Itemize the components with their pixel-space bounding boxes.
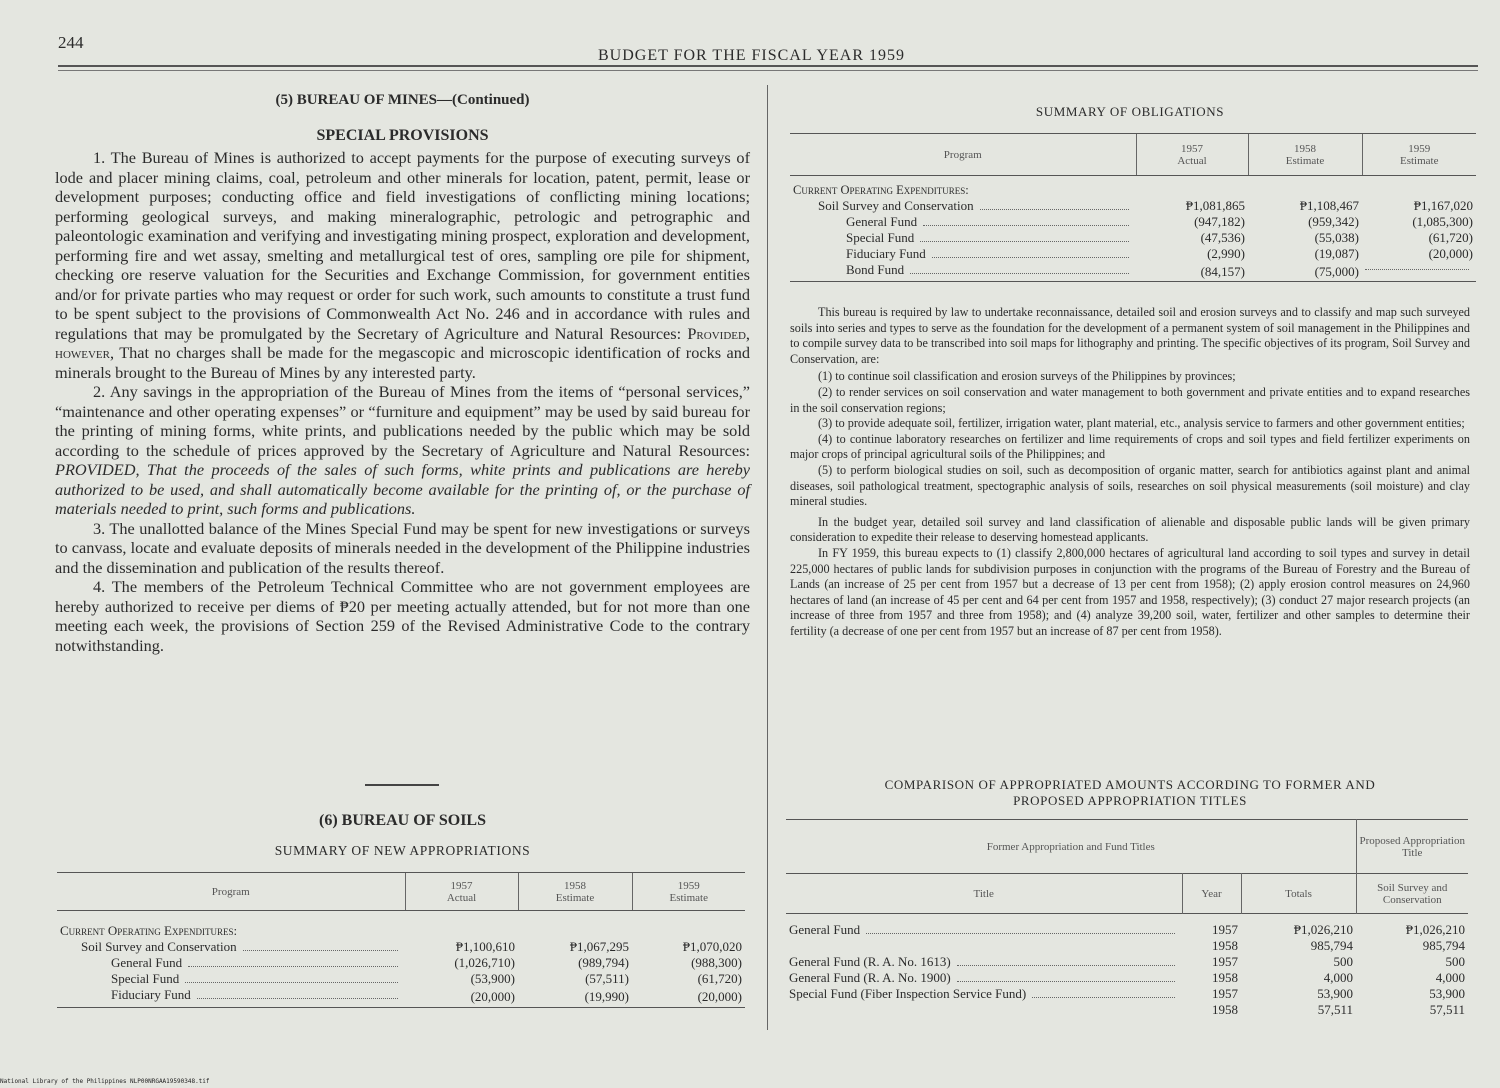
running-title: BUDGET FOR THE FISCAL YEAR 1959 — [598, 47, 906, 64]
description-intro: This bureau is required by law to undertake reconnaissance, detailed soil and erosion surveys and to classify and map such surveyed soils into series and types to serve as the foundation for the development of a permanent system of soil management in the Philippines and to compile survey data to be transcribed into soil maps for lithography and printing. The specific objectives of its program, Soil Survey and Conservation, are: — [790, 305, 1470, 366]
scan-footer-label: National Library of the Philippines NLP00NRGAA19590348.tif — [0, 1078, 210, 1085]
objective-1: (1) to continue soil classification and erosion surveys of the Philippines by provinces; — [818, 369, 1236, 384]
obligations-table — [790, 133, 1476, 282]
budget-year-text: In the budget year, detailed soil survey and land classification of alienable and disposable public lands will be given primary consideration to expedite their release to deserving homestead applicants. — [790, 514, 1470, 545]
col-header-year: Year — [1182, 874, 1241, 914]
table-group-label: Current Operating Expenditures: — [793, 183, 969, 197]
table-row: Soil Survey and Conservation ₱1,100,610 ₱1,067,295 ₱1,070,020 — [81, 939, 742, 954]
objective-5: (5) to perform biological studies on soil, such as decomposition of organic matter, search for antibiotics against plant and animal diseases, soil pathological treatment, spectographic analysis of soils, researches on soil physical measurements (soil moisture) and clay mineral studies. — [790, 462, 1470, 509]
section-title-mines: (5) BUREAU OF MINES—(Continued) — [275, 92, 530, 108]
provision-4: 4. The members of the Petroleum Technical Committee who are not government employees are hereby authorized to receive per diems of ₱20 per meeting actually attended, but for not more than one meeting each week, the provisions of Section 259 of the Revised Administrative Code to the contrary notwithstanding. — [55, 577, 750, 655]
col-header-program: Program — [57, 873, 405, 911]
page-number: 244 — [58, 33, 84, 52]
header-rule — [58, 65, 1478, 67]
col-header-title: Title — [973, 887, 994, 900]
table-row: Special Fund (47,536) (55,038) (61,720) — [846, 230, 1473, 245]
objective-4: (4) to continue laboratory researches on fertilizer and lime requirements of crops and soil types and field fertilizer experiments on major crops of principal agricultural soils of the Philippines; and — [790, 431, 1470, 462]
table-row: General Fund (1,026,710) (989,794) (988,300) — [111, 955, 742, 970]
col-header-1959: 1959 Estimate — [632, 873, 745, 911]
column-divider — [767, 85, 768, 1030]
new-appropriations-title: SUMMARY OF NEW APPROPRIATIONS — [274, 843, 531, 858]
table-row: Bond Fund (84,157) (75,000) — [790, 262, 1476, 282]
fy-1959-text: In FY 1959, this bureau expects to (1) classify 2,800,000 hectares of agricultural land according to soil types and survey in detail 225,000 hectares of public lands for subdivision purposes in conjunction with the programs of the Bureau of Forestry and the Bureau of Lands (an increase of 25 per cent from 1957 but a decrease of 13 per cent from 1958); (2) apply erosion control measures on 24,960 hectares of land (an increase of 45 per cent and 64 per cent from 1957 and 1958, respectively); (3) conduct 27 major research projects (an increase of three from 1957 and three from 1958); and (4) analyze 39,200 soil, water, fertilizer and other samples to determine their fertility (a decrease of one per cent from 1957 but an increase of 87 per cent from 1958). — [790, 545, 1470, 638]
obligations-title: SUMMARY OF OBLIGATIONS — [1035, 104, 1225, 119]
table-row: Special Fund (53,900) (57,511) (61,720) — [111, 971, 742, 986]
header-rule-thin — [58, 70, 1478, 71]
col-header-totals: Totals — [1241, 874, 1356, 914]
section-separator — [365, 784, 439, 786]
former-titles-header: Former Appropriation and Fund Titles — [986, 840, 1155, 853]
special-provisions-body — [55, 148, 750, 655]
col-header-program: Program — [790, 134, 1136, 176]
provision-1: 1. The Bureau of Mines is authorized to accept payments for the purpose of executing surveys of lode and placer mining claims, coal, petroleum and other minerals for location, patent, permit, lease or development purposes; conducting office and field investigations of conflicting mining locations; performing geological surveys, and making mineralographic, petrologic and petrographic and paleontologic examination and verifying and investigating mining prospect, exploration and development, performing fire and wet assay, smelting and metallurgical test of ores, sampling ore pile for shipment, checking ore reserve valuation for the Securities and Exchange Commission, for government entities and/or for private parties who may request or order for such work, such amounts to constitute a trust fund to be spent subject to the provisions of Commonwealth Act No. 246 and in accordance with rules and regulations that may be promulgated by the Secretary of Agriculture and Natural Resources: Provided, however, That no charges shall be made for the megascopic and microscopic identification of rocks and minerals brought to the Bureau of Mines by any interested party. — [55, 148, 751, 382]
provision-2: 2. Any savings in the appropriation of the Bureau of Mines from the items of “personal services,” “maintenance and other operating expenses” or “furniture and equipment” may be used by said bureau for the printing of mining forms, white prints, and publications needed by the public which may be sold according to the schedule of prices approved by the Secretary of Agriculture and Natural Resources: PROVIDED, That the proceeds of the sales of such forms, white prints and publications are hereby authorized to be used, and shall automatically become available for the printing of, or the purchase of materials needed to print, such forms and publications. — [55, 382, 750, 518]
col-header-1958: 1958 Estimate — [518, 873, 632, 911]
table-row: General Fund (R. A. No. 1900) 1958 4,000 4,000 — [789, 970, 1465, 985]
proposed-title-header: Proposed Appropriation Title — [1356, 820, 1468, 874]
table-row: General Fund (947,182) (959,342) (1,085,300) — [846, 214, 1473, 229]
table-row: 1958 57,511 57,511 — [1212, 1002, 1465, 1017]
special-provisions-title: SPECIAL PROVISIONS — [316, 127, 489, 144]
table-row: General Fund 1957 ₱1,026,210 ₱1,026,210 — [789, 922, 1465, 937]
table-row: Fiduciary Fund (20,000) (19,990) (20,000) — [57, 987, 745, 1008]
col-header-1958: 1958 Estimate — [1248, 134, 1362, 176]
comparison-title: COMPARISON OF APPROPRIATED AMOUNTS ACCORDING TO FORMER AND PROPOSED APPROPRIATION TITLES — [884, 777, 1376, 808]
col-header-soil-survey: Soil Survey and Conservation — [1356, 874, 1468, 914]
col-header-1957: 1957 Actual — [1136, 134, 1248, 176]
table-row: Soil Survey and Conservation ₱1,081,865 ₱1,108,467 ₱1,167,020 — [818, 198, 1473, 213]
comparison-table — [786, 819, 1468, 1018]
col-header-1957: 1957 Actual — [405, 873, 518, 911]
program-description — [790, 305, 1470, 639]
new-appropriations-table — [57, 872, 745, 1008]
table-row: 1958 985,794 985,794 — [1212, 938, 1465, 953]
objective-2: (2) to render services on soil conservation and water management to both government and private entities and to expand researches in the soil conservation regions; — [790, 384, 1470, 415]
table-row: Special Fund (Fiber Inspection Service Fund) 1957 53,900 53,900 — [789, 986, 1465, 1001]
section-title-soils: (6) BUREAU OF SOILS — [319, 812, 486, 829]
col-header-1959: 1959 Estimate — [1362, 134, 1476, 176]
provision-3: 3. The unallotted balance of the Mines Special Fund may be spent for new investigations or surveys to canvass, locate and evaluate deposits of minerals needed in the development of the Philippine industries and the dissemination and publication of the results thereof. — [55, 518, 750, 577]
table-group-label: Current Operating Expenditures: — [60, 923, 238, 938]
objective-3: (3) to provide adequate soil, fertilizer, irrigation water, plant material, etc., analysis service to farmers and other government entities; — [818, 416, 1465, 431]
table-row: Fiduciary Fund (2,990) (19,087) (20,000) — [846, 246, 1473, 261]
table-row: General Fund (R. A. No. 1613) 1957 500 500 — [789, 954, 1465, 969]
